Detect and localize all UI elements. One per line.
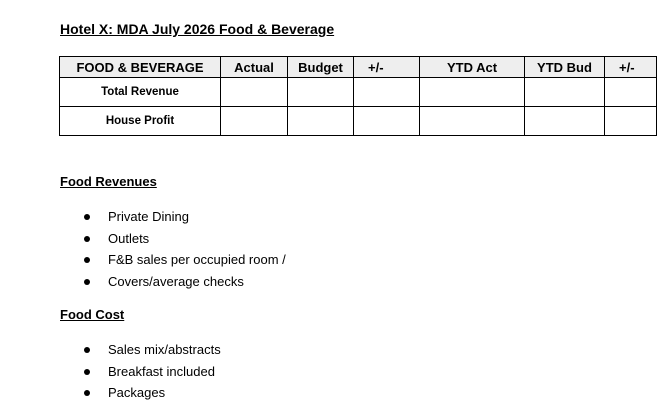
col-header-actual: Actual bbox=[221, 57, 288, 78]
table-cell[interactable] bbox=[420, 78, 525, 107]
col-header-variance: +/- bbox=[354, 57, 420, 78]
table-cell[interactable] bbox=[221, 107, 288, 136]
col-header-ytd-variance: +/- bbox=[605, 57, 657, 78]
table-cell[interactable] bbox=[605, 107, 657, 136]
col-header-budget: Budget bbox=[288, 57, 354, 78]
list-item bbox=[60, 339, 221, 361]
table-cell[interactable] bbox=[605, 78, 657, 107]
table-cell[interactable] bbox=[354, 78, 420, 107]
bullet-icon bbox=[84, 279, 90, 285]
list-item-text: Packages bbox=[108, 385, 166, 401]
bullet-icon bbox=[84, 369, 90, 375]
col-header-ytd-budget: YTD Bud bbox=[525, 57, 605, 78]
list-item bbox=[60, 382, 221, 404]
list-item-text: Sales mix/abstracts bbox=[108, 342, 221, 357]
section-heading-food-cost: Food Cost bbox=[60, 307, 125, 322]
table-cell[interactable] bbox=[221, 78, 288, 107]
col-header-ytd-actual: YTD Act bbox=[420, 57, 525, 78]
bullet-icon bbox=[84, 257, 90, 263]
list-item bbox=[60, 228, 286, 250]
bullet-icon bbox=[84, 236, 90, 242]
list-item-text: Covers/average checks bbox=[108, 274, 244, 290]
list-item bbox=[60, 361, 221, 383]
table-cell[interactable] bbox=[420, 107, 525, 136]
document-title: Hotel X: MDA July 2026 Food & Beverage bbox=[60, 21, 335, 37]
table-row-house-profit bbox=[60, 107, 657, 136]
list-item bbox=[60, 249, 286, 271]
table-cell[interactable] bbox=[525, 78, 605, 107]
fb-summary-table bbox=[59, 56, 657, 136]
list-item bbox=[60, 206, 286, 228]
bullet-icon bbox=[84, 214, 90, 220]
bullet-icon bbox=[84, 390, 90, 396]
list-item-text: Breakfast included bbox=[108, 363, 215, 379]
food-revenues-list bbox=[60, 206, 286, 293]
table-cell[interactable] bbox=[525, 107, 605, 136]
row-label-total-revenue: Total Revenue bbox=[60, 78, 221, 107]
table-header-row bbox=[60, 57, 657, 78]
section-heading-food-revenues: Food Revenues bbox=[60, 174, 157, 189]
table-cell[interactable] bbox=[288, 107, 354, 136]
list-item bbox=[60, 271, 286, 293]
table-cell[interactable] bbox=[288, 78, 354, 107]
table-row-total-revenue bbox=[60, 78, 657, 107]
food-cost-list bbox=[60, 339, 221, 404]
list-item-text: Private Dining bbox=[108, 209, 189, 224]
list-item-text: Outlets bbox=[108, 230, 150, 246]
row-label-house-profit: House Profit bbox=[60, 107, 221, 136]
bullet-icon bbox=[84, 347, 90, 353]
col-header-food-beverage: FOOD & BEVERAGE bbox=[60, 57, 221, 78]
table-cell[interactable] bbox=[354, 107, 420, 136]
list-item-text: F&B sales per occupied room / bbox=[108, 252, 286, 268]
